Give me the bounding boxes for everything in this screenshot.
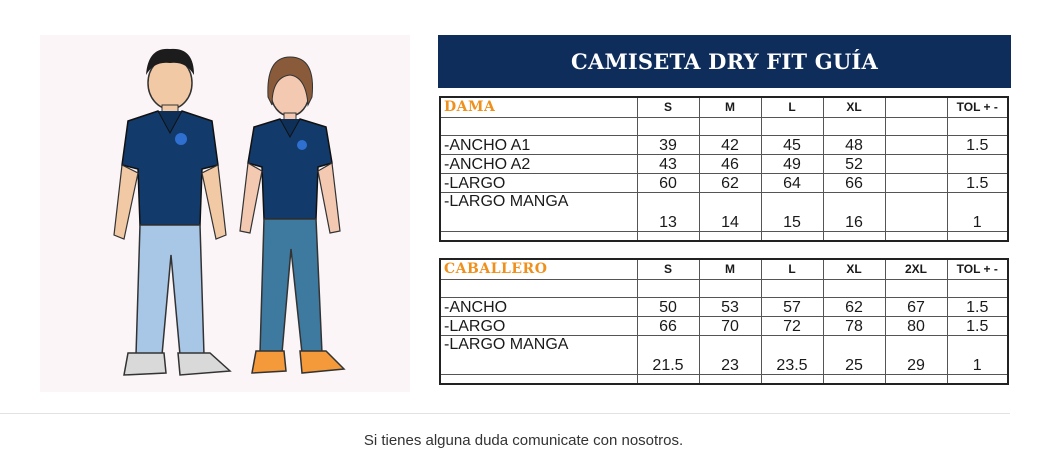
measure-value: 21.5	[637, 336, 699, 375]
measure-value: 64	[761, 174, 823, 193]
size-header: 2XL	[885, 259, 947, 280]
measure-value	[885, 136, 947, 155]
size-header: S	[637, 97, 699, 118]
measure-value: 80	[885, 317, 947, 336]
woman-figure	[240, 57, 344, 373]
tolerance-value	[947, 155, 1008, 174]
measure-label: -ANCHO A1	[440, 136, 637, 155]
measure-value: 60	[637, 174, 699, 193]
table-row	[440, 136, 1008, 155]
measure-label: -LARGO MANGA	[440, 193, 637, 232]
measure-value: 46	[699, 155, 761, 174]
measure-value: 70	[699, 317, 761, 336]
caballero-section-title: CABALLERO	[440, 259, 637, 280]
size-header: L	[761, 97, 823, 118]
size-header: M	[699, 259, 761, 280]
size-header: L	[761, 259, 823, 280]
measure-value: 62	[823, 298, 885, 317]
tolerance-value: 1.5	[947, 298, 1008, 317]
tolerance-header: TOL + -	[947, 259, 1008, 280]
measure-value: 14	[699, 193, 761, 232]
tolerance-value: 1	[947, 336, 1008, 375]
size-header: S	[637, 259, 699, 280]
size-header: M	[699, 97, 761, 118]
measure-value: 13	[637, 193, 699, 232]
measure-value: 53	[699, 298, 761, 317]
table-row	[440, 193, 1008, 232]
measure-label: -LARGO	[440, 317, 637, 336]
table-row	[440, 155, 1008, 174]
measure-value: 23	[699, 336, 761, 375]
man-figure	[114, 49, 230, 375]
table-row	[440, 298, 1008, 317]
measure-value: 78	[823, 317, 885, 336]
size-header: XL	[823, 97, 885, 118]
measure-value	[885, 193, 947, 232]
measure-value: 49	[761, 155, 823, 174]
size-header	[885, 97, 947, 118]
spacer-row	[440, 232, 1008, 242]
measure-value: 42	[699, 136, 761, 155]
dama-section-title: DAMA	[440, 97, 637, 118]
tolerance-header: TOL + -	[947, 97, 1008, 118]
measure-value: 23.5	[761, 336, 823, 375]
spacer-row	[440, 118, 1008, 136]
people-illustration	[40, 35, 410, 392]
measure-label: -ANCHO A2	[440, 155, 637, 174]
measure-value: 43	[637, 155, 699, 174]
dama-size-table	[439, 96, 1009, 242]
measure-value: 15	[761, 193, 823, 232]
measure-value: 67	[885, 298, 947, 317]
measure-value	[885, 174, 947, 193]
contact-note: Si tienes alguna duda comunicate con nosotros.	[363, 432, 684, 449]
measure-value: 66	[637, 317, 699, 336]
table-row	[440, 174, 1008, 193]
polo-shirt-models-icon	[40, 35, 410, 392]
spacer-row	[440, 375, 1008, 385]
measure-value: 16	[823, 193, 885, 232]
guide-title-banner: CAMISETA DRY FIT GUÍA	[438, 35, 1011, 88]
spacer-row	[440, 280, 1008, 298]
table-row	[440, 336, 1008, 375]
size-header: XL	[823, 259, 885, 280]
measure-value	[885, 155, 947, 174]
dama-header-row	[440, 97, 1008, 118]
measure-value: 29	[885, 336, 947, 375]
caballero-size-table	[439, 258, 1009, 385]
measure-value: 39	[637, 136, 699, 155]
measure-value: 52	[823, 155, 885, 174]
measure-value: 48	[823, 136, 885, 155]
measure-value: 57	[761, 298, 823, 317]
tolerance-value: 1.5	[947, 136, 1008, 155]
measure-value: 25	[823, 336, 885, 375]
tolerance-value: 1	[947, 193, 1008, 232]
tolerance-value: 1.5	[947, 174, 1008, 193]
measure-value: 72	[761, 317, 823, 336]
measure-value: 62	[699, 174, 761, 193]
measure-value: 50	[637, 298, 699, 317]
table-row	[440, 317, 1008, 336]
measure-label: -LARGO	[440, 174, 637, 193]
measure-value: 45	[761, 136, 823, 155]
divider	[0, 413, 1010, 414]
measure-label: -LARGO MANGA	[440, 336, 637, 375]
tolerance-value: 1.5	[947, 317, 1008, 336]
measure-label: -ANCHO	[440, 298, 637, 317]
caballero-header-row	[440, 259, 1008, 280]
measure-value: 66	[823, 174, 885, 193]
